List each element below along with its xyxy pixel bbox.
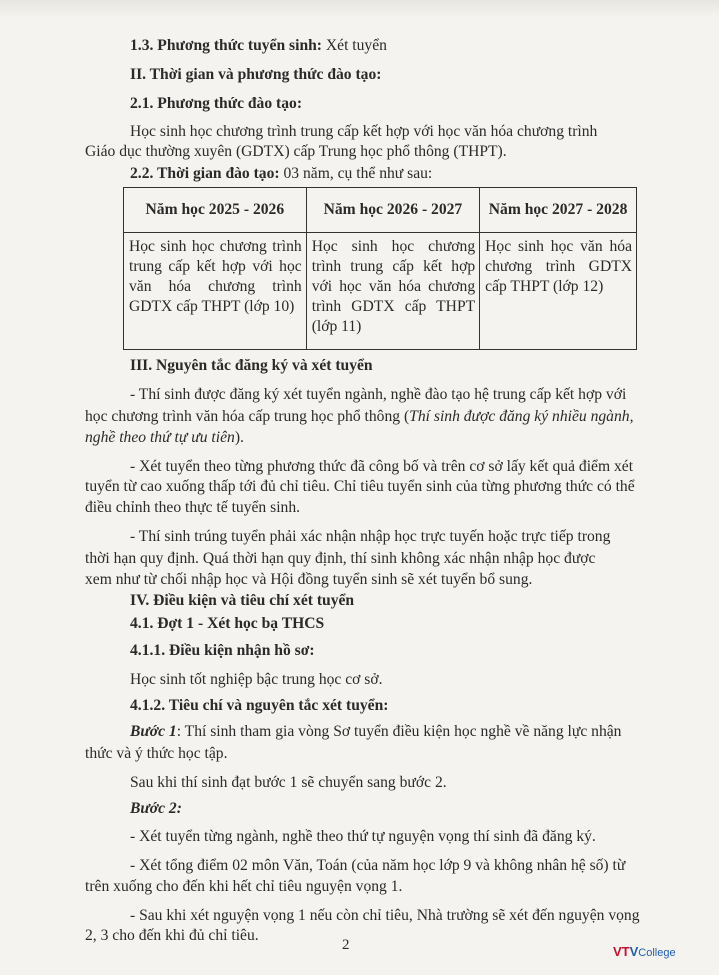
step-2-para2-line1: - Xét tổng điểm 02 môn Văn, Toán (của năm học lớp 9 và không nhân hệ số) từ [130,857,626,874]
step-1-label: Bước 1 [130,723,177,740]
table-header-cell: Năm học 2026 - 2027 [306,188,479,233]
section-1-3-label: 1.3. Phương thức tuyển sinh: [130,37,322,54]
section-3-para2-line3: điều chỉnh theo thực tế tuyển sinh. [85,499,301,516]
section-3-para3-line3: xem như từ chối nhập học và Hội đồng tuyển sinh sẽ xét tuyển bổ sung. [85,571,533,588]
section-2-1-heading: 2.1. Phương thức đào tạo: [130,95,303,112]
section-4-1-1-para: Học sinh tốt nghiệp bậc trung học cơ sở. [130,671,383,688]
section-3-heading: III. Nguyên tắc đăng ký và xét tuyển [130,357,373,374]
table-header-row [124,188,637,233]
section-2-2-label: 2.2. Thời gian đào tạo: [130,165,280,182]
section-3-para1-text: học chương trình văn hóa cấp trung học phổ thông ( [85,408,410,425]
training-schedule-table [123,187,637,350]
step-2-label: Bước 2: [130,800,182,817]
table-cell: Học sinh học chương trình trung cấp kết hợp với học văn hóa chương trình GDTX cấp THPT (lớp 11) [306,233,479,350]
table-header-cell: Năm học 2025 - 2026 [124,188,307,233]
step-1-line1 [130,722,621,742]
logo-part-v: V [629,944,639,959]
step-1-line2: thức và ý thức học tập. [85,745,228,762]
section-3-para1-italic-end: nghề theo thứ tự ưu tiên [85,429,235,446]
step-2-para2-line2: trên xuống cho đến khi hết chỉ tiêu nguyện vọng 1. [85,878,403,895]
vtv-college-logo [613,945,676,960]
section-3-para1-line3 [85,428,244,448]
scan-shadow [0,0,719,18]
section-3-para2-line2: tuyển từ cao xuống thấp tới đủ chỉ tiêu. Chỉ tiêu tuyển sinh của từng phương thức có thể [85,478,635,495]
step-2-para1: - Xét tuyển từng ngành, nghề theo thứ tự nguyện vọng thí sinh đã đăng ký. [130,828,596,845]
section-3-para2-line1: - Xét tuyển theo từng phương thức đã công bố và trên cơ sở lấy kết quả điểm xét [130,458,634,475]
section-3-para1-italic: Thí sinh được đăng ký nhiều ngành, [409,408,634,425]
section-3-para1-line2 [85,407,633,427]
section-2-1-para-line1: Học sinh học chương trình trung cấp kết hợp với học văn hóa chương trình [130,123,598,140]
section-2-1-para-line2: Giáo dục thường xuyên (GDTX) cấp Trung học phổ thông (THPT). [85,143,507,160]
step-2-para3-line1: - Sau khi xét nguyện vọng 1 nếu còn chỉ tiêu, Nhà trường sẽ xét đến nguyện vọng [130,907,640,924]
logo-part-vt: VT [613,944,630,959]
page-number: 2 [342,937,350,953]
step-1-next: Sau khi thí sinh đạt bước 1 sẽ chuyển sang bước 2. [130,774,447,791]
section-4-1-heading: 4.1. Đợt 1 - Xét học bạ THCS [130,615,325,632]
section-1-3 [130,36,387,56]
section-2-heading: II. Thời gian và phương thức đào tạo: [130,66,382,83]
logo-part-college: College [638,947,676,959]
section-3-para3-line2: thời hạn quy định. Quá thời hạn quy định, thí sinh không xác nhận nhập học được [85,550,596,567]
table-cell: Học sinh học chương trình trung cấp kết hợp với học văn hóa chương trình GDTX cấp THPT (lớp 10) [124,233,307,350]
section-2-2-value: 03 năm, cụ thể như sau: [279,165,433,182]
section-3-para3-line1: - Thí sinh trúng tuyển phải xác nhận nhập học trực tuyến hoặc trực tiếp trong [130,528,611,545]
section-4-1-1-heading: 4.1.1. Điều kiện nhận hồ sơ: [130,642,315,659]
section-1-3-value: Xét tuyển [321,37,387,54]
section-3-para1-line1: - Thí sinh được đăng ký xét tuyển ngành, nghề đào tạo hệ trung cấp kết hợp với [130,386,627,403]
section-3-para1-close: ). [234,429,244,446]
table-cell: Học sinh học văn hóa chương trình GDTX cấp THPT (lớp 12) [480,233,637,350]
step-1-text: : Thí sinh tham gia vòng Sơ tuyển điều kiện học nghề về năng lực nhận [176,723,622,740]
section-2-2 [130,164,432,184]
section-4-1-2-heading: 4.1.2. Tiêu chí và nguyên tắc xét tuyển: [130,697,389,714]
step-2-para3-line2: 2, 3 cho đến khi đủ chỉ tiêu. [85,927,259,944]
table-row [124,233,637,350]
section-4-heading: IV. Điều kiện và tiêu chí xét tuyển [130,592,355,609]
table-header-cell: Năm học 2027 - 2028 [480,188,637,233]
